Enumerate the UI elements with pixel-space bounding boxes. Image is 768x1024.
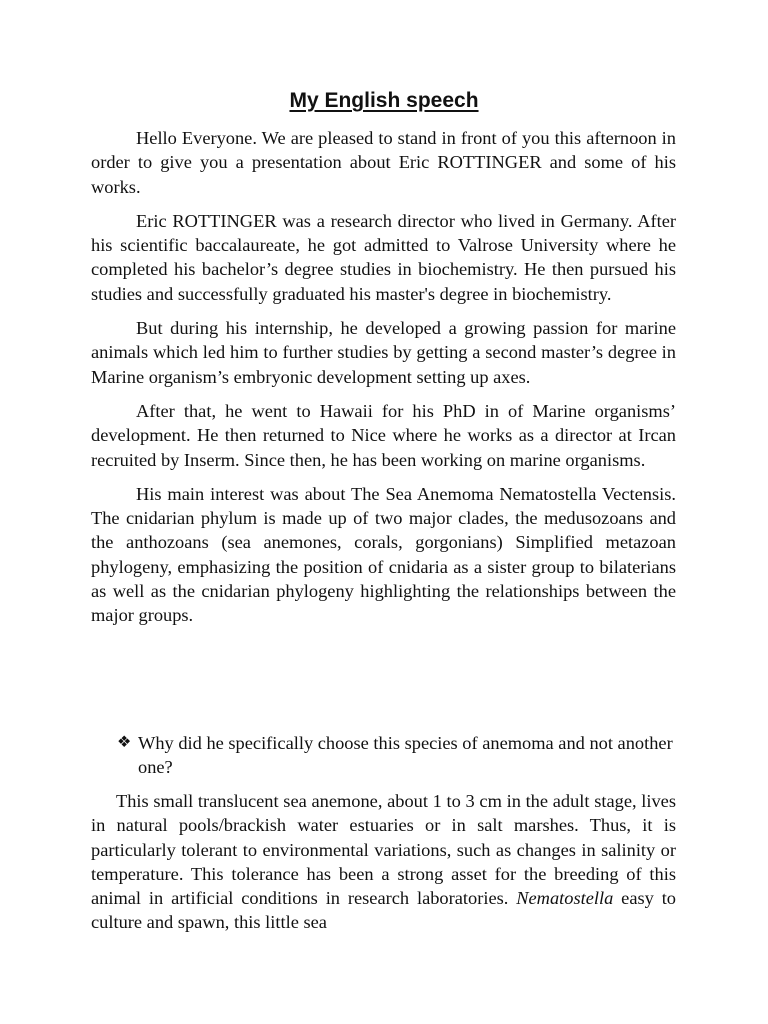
paragraph-answer xyxy=(91,789,676,935)
paragraph-biography: Eric ROTTINGER was a research director who lived in Germany. After his scientific baccalaureate, he got admitted to Valrose University where he completed his bachelor’s degree studies in biochemistry. He then pursued his studies and successfully graduated his master's degree in biochemistry. xyxy=(91,210,676,304)
question-text: Why did he specifically choose this species of anemoma and not another one? xyxy=(138,733,673,778)
answer-italic-term: Nematostella xyxy=(516,888,614,909)
paragraph-main-interest: His main interest was about The Sea Anemoma Nematostella Vectensis. The cnidarian phylum is made up of two major clades, the medusozoans and the anthozoans (sea anemones, corals, gorgonians) Simplified metazoan phylogeny, emphasizing the position of cnidaria as a sister group to bilaterians as well as the cnidarian phylogeny highlighting the relationships between the major groups. xyxy=(91,483,676,626)
paragraph-phd: After that, he went to Hawaii for his PhD in of Marine organisms’ development. He then returned to Nice where he works as a director at Ircan recruited by Inserm. Since then, he has been working on marine organisms. xyxy=(91,400,676,470)
paragraph-internship: But during his internship, he developed a growing passion for marine animals which led him to further studies by getting a second master’s degree in Marine organism’s embryonic development setting up axes. xyxy=(91,318,676,387)
page-title xyxy=(0,86,768,116)
answer-text-end: easy to culture and spawn, this little sea xyxy=(91,888,676,933)
paragraph-intro: Hello Everyone. We are pleased to stand in front of you this afternoon in order to give you a presentation about Eric ROTTINGER and some of his works. xyxy=(91,128,676,197)
question-list-item xyxy=(117,731,677,780)
diamond-bullet-icon: ❖ xyxy=(117,734,132,751)
document-body xyxy=(91,126,676,628)
page-title-text: My English speech xyxy=(289,89,479,112)
answer-text-start: This small translucent sea anemone, about 1 to 3 cm in the adult stage, lives in natural pools/brackish water estuaries or in salt marshes. Thus, it is particularly tolerant to environmental variations, such as changes in salinity or temperature. This tolerance has been a strong asset for the breeding of this animal in artificial conditions in research laboratories. xyxy=(91,791,676,909)
